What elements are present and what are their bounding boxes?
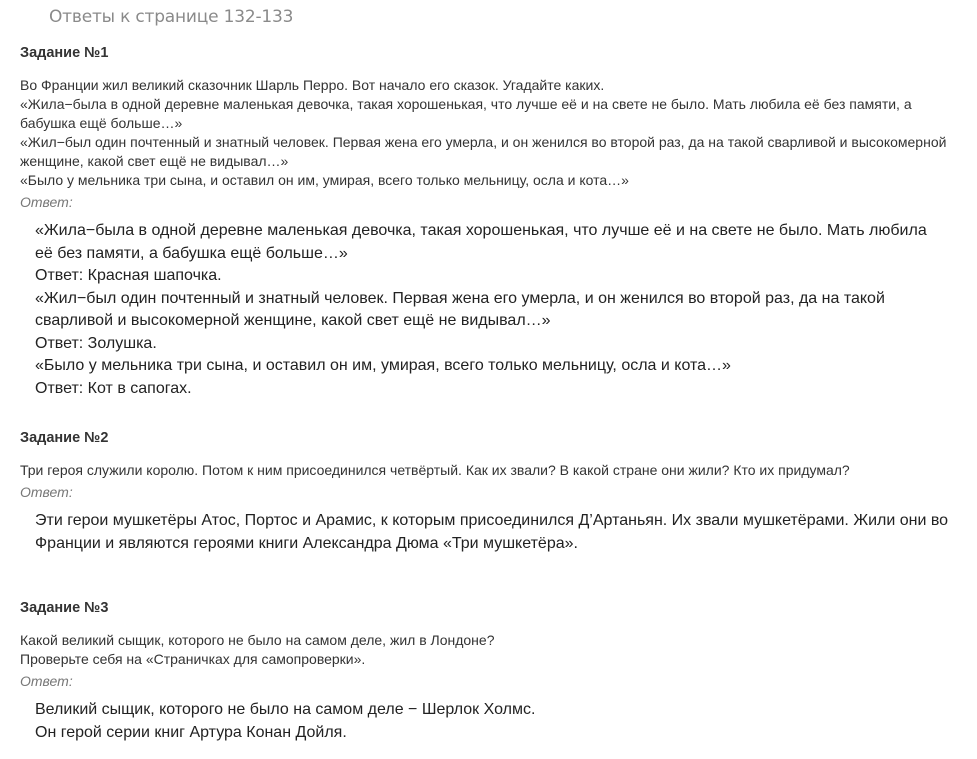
answer-label: Ответ: — [20, 484, 73, 500]
question-paragraph: Проверьте себя на «Страничках для самопроверки». — [20, 651, 366, 667]
answer-paragraph: «Жил−был один почтенный и знатный человек. Первая жена его умерла, и он женился во второй раз, да на такой сварливой и высокомерной женщине, какой свет ещё не видывал…» — [35, 289, 885, 329]
answer-paragraph: Он герой серии книг Артура Конан Дойля. — [35, 723, 347, 741]
page-title: Ответы к странице 132-133 — [49, 7, 294, 27]
question-paragraph: «Жила−была в одной деревне маленькая девочка, такая хорошенькая, что лучше её и на свете не было. Мать любила её без памяти, а бабушка ещё больше…» — [20, 96, 912, 131]
task-question — [20, 461, 965, 480]
answer-label: Ответ: — [20, 673, 73, 689]
task-title: Задание №3 — [20, 600, 109, 616]
answer-paragraph: Эти герои мушкетёры Атос, Портос и Арамис, к которым присоединился Д’Артаньян. Их звали мушкетёрами. Жили они во Франции и являются героями книги Александра Дюма «Три мушкетёра». — [35, 512, 949, 552]
answer-paragraph: Ответ: Золушка. — [35, 334, 157, 352]
task-2 — [20, 429, 965, 555]
answer-paragraph: «Было у мельника три сына, и оставил он им, умирая, всего только мельницу, осла и кота…» — [35, 357, 731, 374]
task-1 — [20, 44, 965, 400]
task-answer — [35, 510, 960, 555]
task-answer — [35, 220, 940, 400]
task-question — [20, 76, 965, 190]
answer-paragraph: Ответ: Красная шапочка. — [35, 267, 222, 284]
question-paragraph: Во Франции жил великий сказочник Шарль Перро. Вот начало его сказок. Угадайте каких. — [20, 77, 605, 93]
task-answer — [35, 699, 940, 744]
task-question — [20, 631, 965, 669]
question-paragraph: Какой великий сыщик, которого не было на самом деле, жил в Лондоне? — [20, 632, 495, 648]
task-title: Задание №2 — [20, 430, 109, 446]
question-paragraph: «Жил−был один почтенный и знатный человек. Первая жена его умерла, и он женился во второй раз, да на такой сварливой и высокомерной женщине, какой свет ещё не видывал…» — [20, 134, 947, 169]
answer-label: Ответ: — [20, 194, 73, 210]
answer-paragraph: «Жила−была в одной деревне маленькая девочка, такая хорошенькая, что лучше её и на свете не было. Мать любила её без памяти, а бабушка ещё больше…» — [35, 222, 927, 262]
task-3 — [20, 599, 965, 744]
question-paragraph: «Было у мельника три сына, и оставил он им, умирая, всего только мельницу, осла и кота…» — [20, 172, 629, 188]
answer-paragraph: Великий сыщик, которого не было на самом деле − Шерлок Холмс. — [35, 701, 536, 718]
task-title: Задание №1 — [20, 45, 109, 61]
answer-paragraph: Ответ: Кот в сапогах. — [35, 379, 192, 397]
question-paragraph: Три героя служили королю. Потом к ним присоединился четвёртый. Как их звали? В какой стране они жили? Кто их придумал? — [20, 462, 850, 478]
